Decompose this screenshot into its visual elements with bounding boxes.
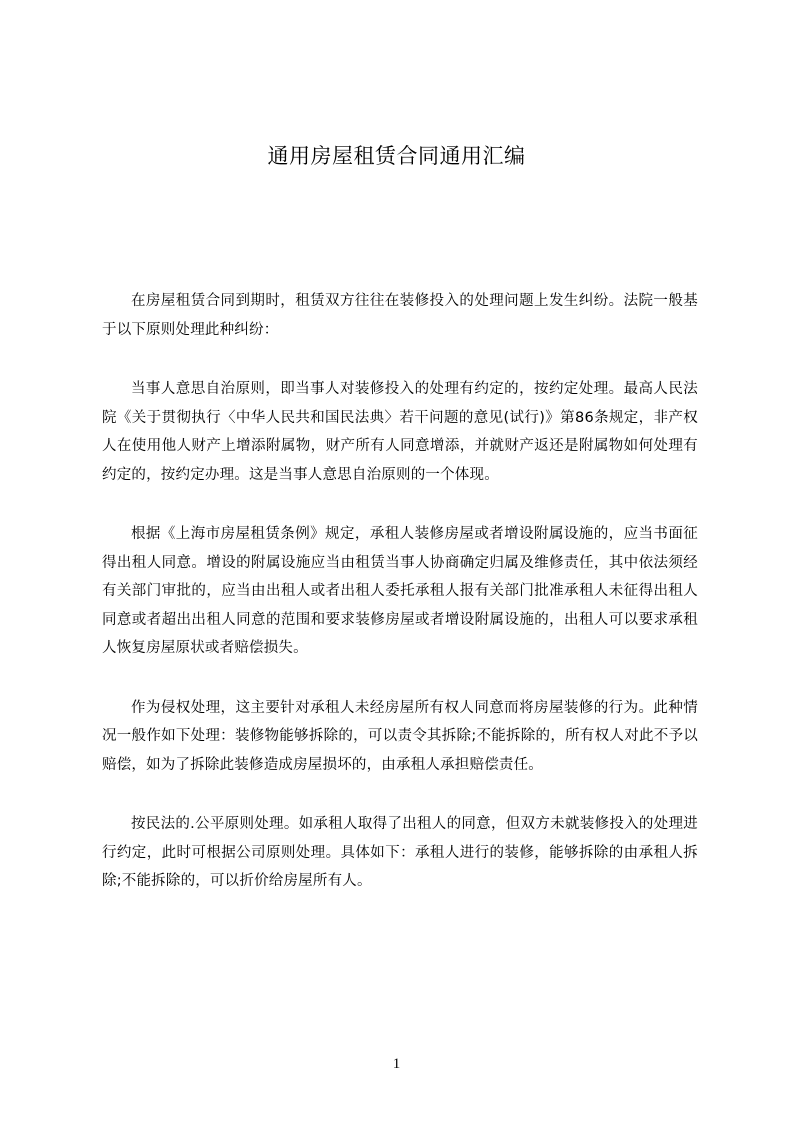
- paragraph: 当事人意思自治原则，即当事人对装修投入的处理有约定的，按约定处理。最高人民法院《关于贯彻执行〈中华人民共和国民法典〉若干问题的意见(试行)》第86条规定，非产权人在使用他人财产上增添附属物，财产所有人同意增添，并就财产返还是附属物如何处理有约定的，按约定办理。这是当事人意思自治原则的一个体现。: [102, 381, 698, 483]
- page-number: 1: [392, 1056, 401, 1072]
- paragraph: 作为侵权处理，这主要针对承租人未经房屋所有权人同意而将房屋装修的行为。此种情况一般作如下处理：装修物能够拆除的，可以责令其拆除;不能拆除的，所有权人对此不予以赔偿，如为了拆除此装修造成房屋损坏的，由承租人承担赔偿责任。: [102, 699, 698, 773]
- paragraph: 在房屋租赁合同到期时，租赁双方往往在装修投入的处理问题上发生纠纷。法院一般基于以下原则处理此种纠纷：: [102, 293, 698, 338]
- document-title: 通用房屋租赁合同通用汇编: [267, 144, 526, 168]
- document-body: [102, 287, 698, 927]
- paragraph: 按民法的.公平原则处理。如承租人取得了出租人的同意，但双方未就装修投入的处理进行约定，此时可根据公司原则处理。具体如下：承租人进行的装修，能够拆除的由承租人拆除;不能拆除的，可以折价给房屋所有人。: [102, 816, 698, 889]
- paragraph: 根据《上海市房屋租赁条例》规定，承租人装修房屋或者增设附属设施的，应当书面征得出租人同意。增设的附属设施应当由租赁当事人协商确定归属及维修责任，其中依法须经有关部门审批的，应当由出租人或者出租人委托承租人报有关部门批准承租人未征得出租人同意或者超出出租人同意的范围和要求装修房屋或者增设附属设施的，出租人可以要求承租人恢复房屋原状或者赔偿损失。: [102, 526, 698, 656]
